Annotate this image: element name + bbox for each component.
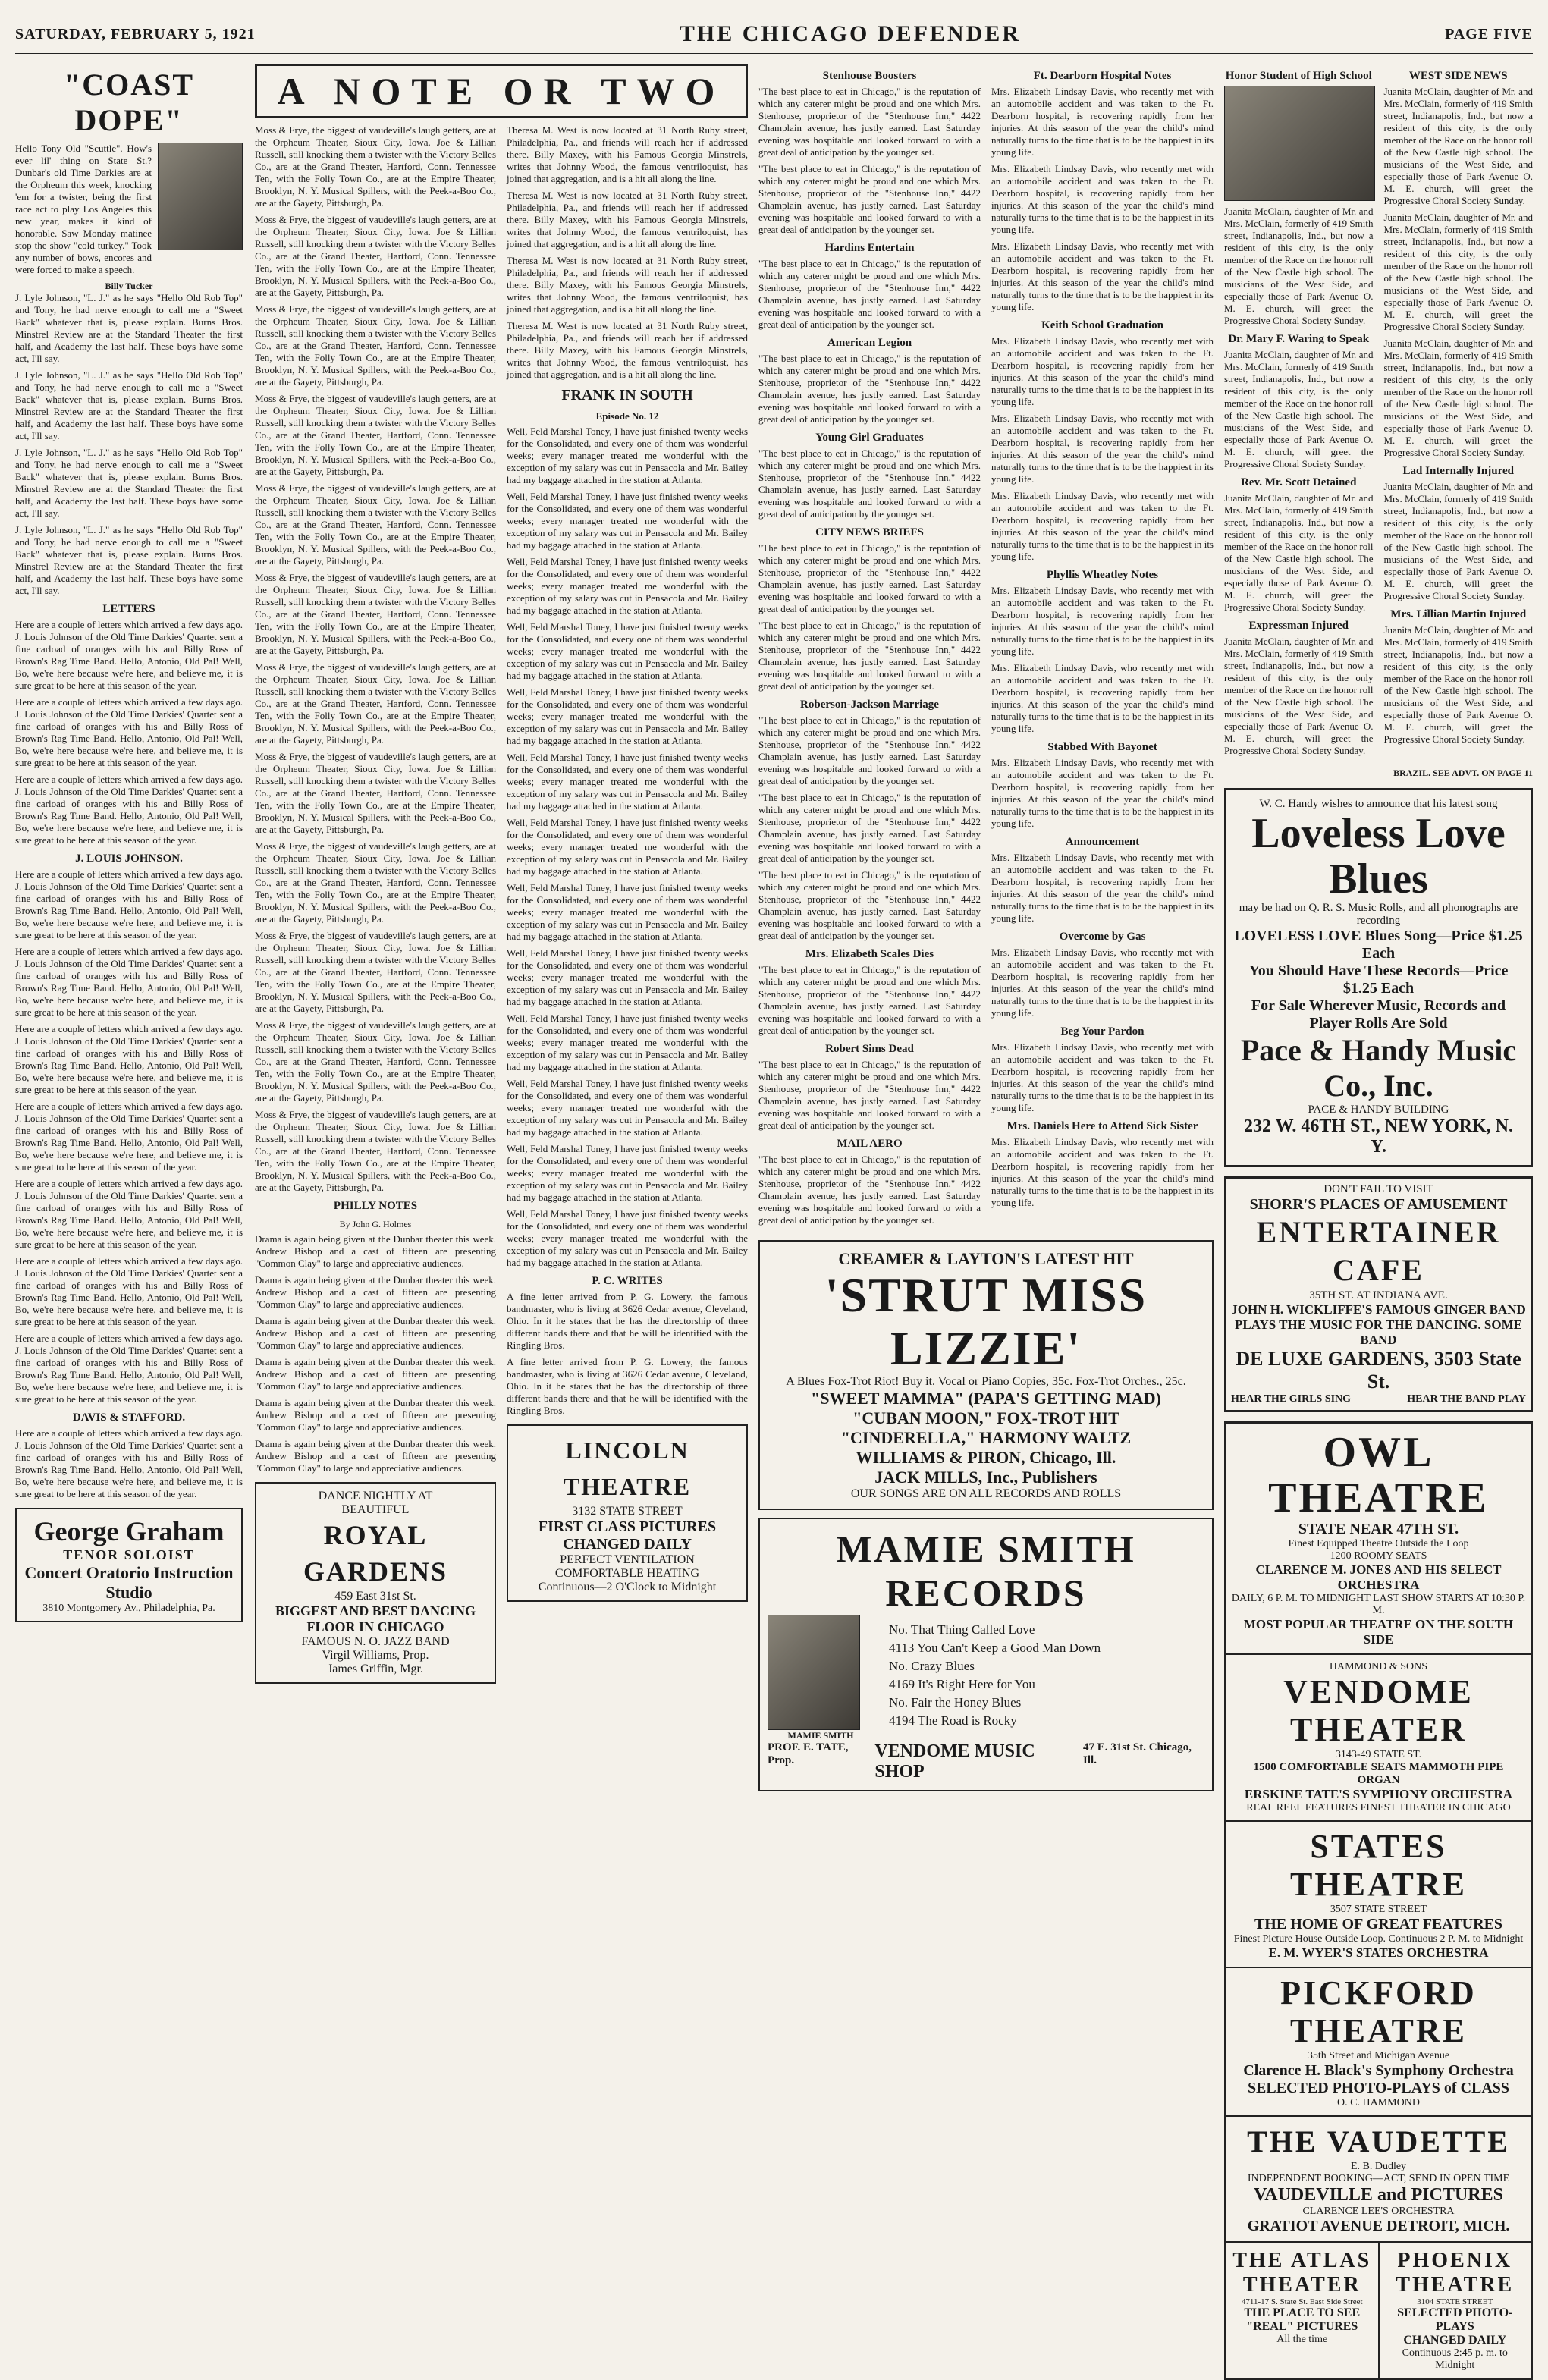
ad-line: may be had on Q. R. S. Music Rolls, and all phonographs are recording [1239,902,1518,927]
ad-address: 4711-17 S. State St. East Side Street [1241,2297,1363,2306]
ad-line: Concert Oratorio Instruction [24,1563,234,1582]
article-heading: Hardins Entertain [824,242,915,254]
frank-episode: Episode No. 12 [595,410,659,422]
article-heading: Mrs. Lillian Martin Injured [1390,608,1527,620]
ad-line: DAILY, 6 P. M. TO MIDNIGHT LAST SHOW STARTS AT 10:30 P. M. [1231,1593,1526,1616]
owl-theatre-ad [1226,1424,1531,1653]
philly-text: Drama is again being given at the Dunbar theater this week. Andrew Bishop and a cast of fifteen are presenting "Common Clay" to large and appreciative audiences. [255,1274,496,1310]
ad-line: Virgil Williams, Prop. [322,1649,429,1662]
ad-line: BIGGEST AND BEST DANCING FLOOR IN CHICAGO [275,1603,476,1634]
article-text: "The best place to eat in Chicago," is the reputation of which any caterer might be proud and one which Mrs. Stenhouse, proprietor of the "Stenhouse Inn," 4422 Champlain avenue, has justly earned. Last Saturday evening was hospitable and looked forward to with a great deal of anticipation by the younger set. [758,258,981,330]
billy-tucker-photo [158,143,243,250]
ad-line: VAUDEVILLE and PICTURES [1254,2185,1503,2205]
newspaper-title: THE CHICAGO DEFENDER [679,21,1021,46]
ad-line: CLARENCE M. JONES AND HIS SELECT ORCHESTRA [1255,1562,1502,1592]
ad-address: 3132 STATE STREET [572,1505,683,1518]
article-heading: Phyllis Wheatley Notes [1046,569,1159,581]
ad-line: James Griffin, Mgr. [328,1663,423,1675]
ad-line: "REAL" PICTURES [1246,2320,1358,2333]
ad-address: 35th Street and Michigan Avenue [1307,2050,1450,2061]
record-item: No. Crazy Blues [889,1659,975,1673]
ad-line: "SWEET MAMMA" (PAPA'S GETTING MAD) [811,1389,1161,1408]
ad-line: 1500 COMFORTABLE SEATS MAMMOTH PIPE ORGAN [1253,1761,1504,1786]
ad-address: 3143-49 STATE ST. [1335,1749,1422,1760]
letters-text: Here are a couple of letters which arrived a few days ago. J. Louis Johnson of the Old Time Darkies' Quartet sent a fine carload of oranges with his and Billy Ross of Brown's Rag Time Band. Hello, Antonio, Old Pal! Well, Bo, we're here because we're here, and believe me, it is sure great to be here at this season of the year. [15,1255,243,1327]
letters-text: Here are a couple of letters which arrived a few days ago. J. Louis Johnson of the Old Time Darkies' Quartet sent a fine carload of oranges with his and Billy Ross of Brown's Rag Time Band. Hello, Antonio, Old Pal! Well, Bo, we're here because we're here, and believe me, it is sure great to be here at this season of the year. [15,946,243,1018]
ad-line: BEAUTIFUL [341,1503,410,1516]
ad-line: HAMMOND & SONS [1329,1661,1428,1672]
article-heading: Overcome by Gas [1059,931,1146,943]
letters-text: Here are a couple of letters which arrived a few days ago. J. Louis Johnson of the Old Time Darkies' Quartet sent a fine carload of oranges with his and Billy Ross of Brown's Rag Time Band. Hello, Antonio, Old Pal! Well, Bo, we're here because we're here, and believe me, it is sure great to be here at this season of the year. [15,774,243,846]
ad-line: Studio [105,1583,152,1602]
ad-company: Pace & Handy Music Co., Inc. [1240,1033,1517,1103]
frank-text: Well, Feld Marshal Toney, I have just finished twenty weeks for the Consolidated, and every one of them was wonderful weeks; every manager treated me wonderful with the exception of my salary was cut in Pensacola and Mr. Bailey had my baggage attached in the station at Atlanta. [507,752,748,812]
article-text: Juanita McClain, daughter of Mr. and Mrs. McClain, formerly of 419 Smith street, Indianapolis, Ind., but now a resident of this city, is the only member of the Race on the honor roll of the New Castle high school. The musicians of the West Side, and especially those of Park Avenue O. M. E. church, will greet the Progressive Choral Society Sunday. [1224,636,1374,756]
issue-date: SATURDAY, FEBRUARY 5, 1921 [15,25,256,42]
ad-line: WILLIAMS & PIRON, Chicago, Ill. [856,1448,1116,1467]
george-graham-ad [15,1508,243,1622]
record-item: No. That Thing Called Love [889,1622,1035,1637]
article-heading: Dr. Mary F. Waring to Speak [1228,333,1370,345]
ad-address: 3507 STATE STREET [1330,1904,1427,1915]
record-item: 4169 It's Right Here for You [889,1677,1035,1691]
coast-dope-intro: Hello Tony Old "Scuttle". How's ever lil' thing on State St.? Dunbar's old Time Darkies are at the Orpheum this week, knocking 'em for a twister, being the first race act to play Los Angeles this new year, makes it kind of honorable. Saw Monday matinee stop the show "cold turkey." Took any number of bows, encores and were forced to make a speech. [15,143,152,275]
article-heading: Rev. Mr. Scott Detained [1241,476,1357,488]
article-heading: Mrs. Daniels Here to Attend Sick Sister [1006,1120,1198,1132]
article-heading: Stabbed With Bayonet [1047,741,1157,753]
note-text: Theresa M. West is now located at 31 North Ruby street, Philadelphia, Pa., and friends will reach her if addressed there. Billy Maxey, with his Famous Georgia Minstrels, writes that Johnny Wood, the famous ventriloquist, has joined that aggregation, and is a hit all along the line. [507,124,748,184]
ad-line: All the time [1276,2334,1328,2345]
ad-line: STATE NEAR 47TH ST. [1298,1521,1459,1537]
ad-line: E. B. Dudley [1350,2161,1407,2172]
article-heading: Ft. Dearborn Hospital Notes [1033,70,1172,82]
letters-text: Here are a couple of letters which arrived a few days ago. J. Louis Johnson of the Old Time Darkies' Quartet sent a fine carload of oranges with his and Billy Ross of Brown's Rag Time Band. Hello, Antonio, Old Pal! Well, Bo, we're here because we're here, and believe me, it is sure great to be here at this season of the year. [15,1427,243,1499]
article-text: "The best place to eat in Chicago," is the reputation of which any caterer might be proud and one which Mrs. Stenhouse, proprietor of the "Stenhouse Inn," 4422 Champlain avenue, has justly earned. Last Saturday evening was hospitable and looked forward to with a great deal of anticipation by the younger set. [758,792,981,864]
ad-title: PICKFORD THEATRE [1280,1974,1477,2049]
article-text: "The best place to eat in Chicago," is the reputation of which any caterer might be proud and one which Mrs. Stenhouse, proprietor of the "Stenhouse Inn," 4422 Champlain avenue, has justly earned. Last Saturday evening was hospitable and looked forward to with a great deal of anticipation by the younger set. [758,542,981,614]
strut-miss-lizzie-ad [758,1240,1214,1510]
lincoln-theatre-ad [507,1424,748,1602]
ad-line: 1200 ROOMY SEATS [1330,1550,1427,1562]
article-text: "The best place to eat in Chicago," is the reputation of which any caterer might be proud and one which Mrs. Stenhouse, proprietor of the "Stenhouse Inn," 4422 Champlain avenue, has justly earned. Last Saturday evening was hospitable and looked forward to with a great deal of anticipation by the younger set. [758,86,981,158]
juanita-mcclain-photo [1224,86,1375,201]
article-text: Juanita McClain, daughter of Mr. and Mrs. McClain, formerly of 419 Smith street, Indianapolis, Ind., but now a resident of this city, is the only member of the Race on the honor roll of the New Castle high school. The musicians of the West Side, and especially those of Park Avenue O. M. E. church, will greet the Progressive Choral Society Sunday. [1383,624,1533,745]
note-text: Moss & Frye, the biggest of vaudeville's laugh getters, are at the Orpheum Theater, Sioux City, Iowa. Joe & Lillian Russell, still knocking them a twister with the Victory Belles Co., are at the Grand Theater, Hartford, Conn. Tennessee Ten, with the Folly Town Co., are at the Empire Theater, Brooklyn, N. Y. Musical Spillers, with the Peek-a-Boo Co., are at the Gayety, Pittsburgh, Pa. [255,751,496,835]
article-text: Juanita McClain, daughter of Mr. and Mrs. McClain, formerly of 419 Smith street, Indianapolis, Ind., but now a resident of this city, is the only member of the Race on the honor roll of the New Castle high school. The musicians of the West Side, and especially those of Park Avenue O. M. E. church, will greet the Progressive Choral Society Sunday. [1224,349,1374,469]
ad-line: PLAYS THE MUSIC FOR THE DANCING. SOME BAND [1235,1317,1522,1347]
ad-name: George Graham [33,1516,225,1546]
ad-address: 232 W. 46TH ST., NEW YORK, N. Y. [1244,1116,1513,1157]
frank-text: Well, Feld Marshal Toney, I have just finished twenty weeks for the Consolidated, and every one of them was wonderful weeks; every manager treated me wonderful with the exception of my salary was cut in Pensacola and Mr. Bailey had my baggage attached in the station at Atlanta. [507,882,748,942]
mamie-smith-records-ad [758,1518,1214,1791]
phoenix-theatre-ad [1378,2243,1531,2378]
ad-line: OUR SONGS ARE ON ALL RECORDS AND ROLLS [850,1487,1122,1500]
letters-text: Here are a couple of letters which arrived a few days ago. J. Louis Johnson of the Old Time Darkies' Quartet sent a fine carload of oranges with his and Billy Ross of Brown's Rag Time Band. Hello, Antonio, Old Pal! Well, Bo, we're here because we're here, and believe me, it is sure great to be here at this season of the year. [15,1178,243,1250]
note-text: Moss & Frye, the biggest of vaudeville's laugh getters, are at the Orpheum Theater, Sioux City, Iowa. Joe & Lillian Russell, still knocking them a twister with the Victory Belles Co., are at the Grand Theater, Hartford, Conn. Tennessee Ten, with the Folly Town Co., are at the Empire Theater, Brooklyn, N. Y. Musical Spillers, with the Peek-a-Boo Co., are at the Gayety, Pittsburgh, Pa. [255,393,496,477]
record-list [889,1621,1101,1735]
shop-name: VENDOME MUSIC SHOP [874,1741,1035,1782]
vaudette-theatre-ad [1226,2115,1531,2241]
frank-text: Well, Feld Marshal Toney, I have just finished twenty weeks for the Consolidated, and every one of them was wonderful weeks; every manager treated me wonderful with the exception of my salary was cut in Pensacola and Mr. Bailey had my baggage attached in the station at Atlanta. [507,491,748,551]
ad-line: DE LUXE GARDENS, 3503 State St. [1236,1348,1521,1393]
letters-text: Here are a couple of letters which arrived a few days ago. J. Louis Johnson of the Old Time Darkies' Quartet sent a fine carload of oranges with his and Billy Ross of Brown's Rag Time Band. Hello, Antonio, Old Pal! Well, Bo, we're here because we're here, and believe me, it is sure great to be here at this season of the year. [15,1023,243,1095]
article-text: "The best place to eat in Chicago," is the reputation of which any caterer might be proud and one which Mrs. Stenhouse, proprietor of the "Stenhouse Inn," 4422 Champlain avenue, has justly earned. Last Saturday evening was hospitable and looked forward to with a great deal of anticipation by the younger set. [758,163,981,235]
article-text: "The best place to eat in Chicago," is the reputation of which any caterer might be proud and one which Mrs. Stenhouse, proprietor of the "Stenhouse Inn," 4422 Champlain avenue, has justly earned. Last Saturday evening was hospitable and looked forward to with a great deal of anticipation by the younger set. [758,964,981,1036]
ad-line: O. C. HAMMOND [1337,2097,1420,2108]
article-text: Mrs. Elizabeth Lindsay Davis, who recently met with an automobile accident and was taken to the Ft. Dearborn hospital, is recovering rapidly from her injuries. At this season of the year the child's mind naturally turns to the time that is to be the happiest in its young life. [991,240,1214,312]
ad-role: TENOR SOLOIST [63,1547,195,1562]
ad-line: CREAMER & LAYTON'S LATEST HIT [838,1249,1134,1268]
ad-line: LOVELESS LOVE Blues Song—Price $1.25 Each [1234,928,1523,962]
atlas-theater-ad [1226,2243,1378,2378]
side-right-column [1384,64,1534,761]
ad-line: INDEPENDENT BOOKING—ACT, SEND IN OPEN TIME [1247,2173,1510,2184]
ad-line: SHORR'S PLACES OF AMUSEMENT [1249,1196,1508,1213]
ad-title: PHOENIX THEATRE [1396,2249,1515,2297]
coast-dope-heading: "COAST DOPE" [63,68,195,137]
ad-title: THE ATLAS THEATER [1232,2249,1372,2297]
article-text: Juanita McClain, daughter of Mr. and Mrs. McClain, formerly of 419 Smith street, Indianapolis, Ind., but now a resident of this city, is the only member of the Race on the honor roll of the New Castle high school. The musicians of the West Side, and especially those of Park Avenue O. M. E. church, will greet the Progressive Choral Society Sunday. [1224,206,1374,326]
states-theatre-ad [1226,1820,1531,1967]
article-text: Juanita McClain, daughter of Mr. and Mrs. McClain, formerly of 419 Smith street, Indianapolis, Ind., but now a resident of this city, is the only member of the Race on the honor roll of the New Castle high school. The musicians of the West Side, and especially those of Park Avenue O. M. E. church, will greet the Progressive Choral Society Sunday. [1383,338,1533,458]
vendome-theater-ad [1226,1653,1531,1820]
article-text: "The best place to eat in Chicago," is the reputation of which any caterer might be proud and one which Mrs. Stenhouse, proprietor of the "Stenhouse Inn," 4422 Champlain avenue, has justly earned. Last Saturday evening was hospitable and looked forward to with a great deal of anticipation by the younger set. [758,620,981,692]
article-heading: Honor Student of High School [1225,70,1372,82]
article-text: Juanita McClain, daughter of Mr. and Mrs. McClain, formerly of 419 Smith street, Indianapolis, Ind., but now a resident of this city, is the only member of the Race on the honor roll of the New Castle high school. The musicians of the West Side, and especially those of Park Avenue O. M. E. church, will greet the Progressive Choral Society Sunday. [1383,481,1533,601]
ad-line: THE HOME OF GREAT FEATURES [1254,1916,1503,1933]
note-text: Theresa M. West is now located at 31 North Ruby street, Philadelphia, Pa., and friends will reach her if addressed there. Billy Maxey, with his Famous Georgia Minstrels, writes that Johnny Wood, the famous ventriloquist, has joined that aggregation, and is a hit all along the line. [507,255,748,315]
article-heading: Young Girl Graduates [815,432,924,444]
photo-caption: Billy Tucker [105,281,153,291]
article-heading: MAIL AERO [837,1138,903,1150]
philly-text: Drama is again being given at the Dunbar theater this week. Andrew Bishop and a cast of fifteen are presenting "Common Clay" to large and appreciative audiences. [255,1315,496,1351]
frank-text: Well, Feld Marshal Toney, I have just finished twenty weeks for the Consolidated, and every one of them was wonderful weeks; every manager treated me wonderful with the exception of my salary was cut in Pensacola and Mr. Bailey had my baggage attached in the station at Atlanta. [507,556,748,616]
ad-address: 3104 STATE STREET [1417,2297,1493,2306]
shorr-amusement-ad [1224,1176,1533,1412]
ad-line: You Should Have These Records—Price $1.25 Each [1248,962,1509,997]
shop-owner: PROF. E. TATE, Prop. [768,1741,849,1766]
ad-title: Loveless Love Blues [1251,810,1506,903]
ad-line: PERFECT VENTILATION [560,1553,695,1566]
article-heading: WEST SIDE NEWS [1408,70,1508,82]
article-text: Juanita McClain, daughter of Mr. and Mrs. McClain, formerly of 419 Smith street, Indianapolis, Ind., but now a resident of this city, is the only member of the Race on the honor roll of the New Castle high school. The musicians of the West Side, and especially those of Park Avenue O. M. E. church, will greet the Progressive Choral Society Sunday. [1383,86,1533,206]
ad-line: HEAR THE GIRLS SING [1231,1393,1352,1405]
ad-line: For Sale Wherever Music, Records and Player Rolls Are Sold [1251,997,1506,1031]
note-text: Moss & Frye, the biggest of vaudeville's laugh getters, are at the Orpheum Theater, Sioux City, Iowa. Joe & Lillian Russell, still knocking them a twister with the Victory Belles Co., are at the Grand Theater, Hartford, Conn. Tennessee Ten, with the Folly Town Co., are at the Empire Theater, Brooklyn, N. Y. Musical Spillers, with the Peek-a-Boo Co., are at the Gayety, Pittsburgh, Pa. [255,930,496,1014]
record-item: 4194 The Road is Rocky [889,1713,1017,1728]
note-text: Moss & Frye, the biggest of vaudeville's laugh getters, are at the Orpheum Theater, Sioux City, Iowa. Joe & Lillian Russell, still knocking them a twister with the Victory Belles Co., are at the Grand Theater, Hartford, Conn. Tennessee Ten, with the Folly Town Co., are at the Empire Theater, Brooklyn, N. Y. Musical Spillers, with the Peek-a-Boo Co., are at the Gayety, Pittsburgh, Pa. [255,1109,496,1193]
article-heading: Mrs. Elizabeth Scales Dies [805,948,934,960]
article-text: "The best place to eat in Chicago," is the reputation of which any caterer might be proud and one which Mrs. Stenhouse, proprietor of the "Stenhouse Inn," 4422 Champlain avenue, has justly earned. Last Saturday evening was hospitable and looked forward to with a great deal of anticipation by the younger set. [758,714,981,787]
ad-title: THE VAUDETTE [1247,2124,1510,2159]
frank-text: Well, Feld Marshal Toney, I have just finished twenty weeks for the Consolidated, and every one of them was wonderful weeks; every manager treated me wonderful with the exception of my salary was cut in Pensacola and Mr. Bailey had my baggage attached in the station at Atlanta. [507,621,748,681]
frank-text: Well, Feld Marshal Toney, I have just finished twenty weeks for the Consolidated, and every one of them was wonderful weeks; every manager treated me wonderful with the exception of my salary was cut in Pensacola and Mr. Bailey had my baggage attached in the station at Atlanta. [507,425,748,485]
mamie-smith-photo [768,1615,860,1730]
article-heading: Robert Sims Dead [825,1043,914,1055]
ad-line: 35TH ST. AT INDIANA AVE. [1309,1289,1448,1301]
ad-title: STATES THEATRE [1290,1828,1467,1903]
article-heading: Keith School Graduation [1041,319,1163,331]
newspaper-page [15,15,1533,2371]
ad-line: "CINDERELLA," HARMONY WALTZ [840,1428,1132,1447]
ad-line: GRATIOT AVENUE DETROIT, MICH. [1247,2218,1510,2234]
ad-line: CLARENCE LEE'S ORCHESTRA [1302,2206,1455,2217]
article-heading: Expressman Injured [1248,620,1349,632]
pc-writes-text: A fine letter arrived from P. G. Lowery, the famous bandmaster, who is living at 3626 Cedar avenue, Cleveland, Ohio. In it he states that he has the directorship of three different bands there and that he will be identified with the Ringling Bros. [507,1291,748,1351]
ad-line: FIRST CLASS PICTURES [538,1518,717,1535]
article-text: Mrs. Elizabeth Lindsay Davis, who recently met with an automobile accident and was taken to the Ft. Dearborn hospital, is recovering rapidly from her injuries. At this season of the year the child's mind naturally turns to the time that is to be the happiest in its young life. [991,662,1214,734]
note-text: Moss & Frye, the biggest of vaudeville's laugh getters, are at the Orpheum Theater, Sioux City, Iowa. Joe & Lillian Russell, still knocking them a twister with the Victory Belles Co., are at the Grand Theater, Hartford, Conn. Tennessee Ten, with the Folly Town Co., are at the Empire Theater, Brooklyn, N. Y. Musical Spillers, with the Peek-a-Boo Co., are at the Gayety, Pittsburgh, Pa. [255,572,496,656]
ad-line: Clarence H. Black's Symphony Orchestra [1243,2062,1514,2079]
note-text: Moss & Frye, the biggest of vaudeville's laugh getters, are at the Orpheum Theater, Sioux City, Iowa. Joe & Lillian Russell, still knocking them a twister with the Victory Belles Co., are at the Grand Theater, Hartford, Conn. Tennessee Ten, with the Folly Town Co., are at the Empire Theater, Brooklyn, N. Y. Musical Spillers, with the Peek-a-Boo Co., are at the Gayety, Pittsburgh, Pa. [255,661,496,746]
ad-line: W. C. Handy wishes to announce that his latest song [1259,798,1498,810]
ad-title: ROYAL GARDENS [303,1520,448,1587]
ad-line: A Blues Fox-Trot Riot! Buy it. Vocal or Piano Copies, 35c. Fox-Trot Orches., 25c. [786,1375,1186,1388]
ad-line: ERSKINE TATE'S SYMPHONY ORCHESTRA [1244,1787,1513,1801]
brazil-notice: BRAZIL. SEE ADVT. ON PAGE 11 [1393,768,1533,778]
ad-title: LINCOLN THEATRE [563,1436,692,1500]
article-text: "The best place to eat in Chicago," is the reputation of which any caterer might be proud and one which Mrs. Stenhouse, proprietor of the "Stenhouse Inn," 4422 Champlain avenue, has justly earned. Last Saturday evening was hospitable and looked forward to with a great deal of anticipation by the younger set. [758,1059,981,1131]
philly-text: Drama is again being given at the Dunbar theater this week. Andrew Bishop and a cast of fifteen are presenting "Common Clay" to large and appreciative audiences. [255,1438,496,1474]
philly-text: Drama is again being given at the Dunbar theater this week. Andrew Bishop and a cast of fifteen are presenting "Common Clay" to large and appreciative audiences. [255,1397,496,1433]
frank-in-south-heading: FRANK IN SOUTH [561,387,693,403]
ad-title: MAMIE SMITH RECORDS [836,1528,1136,1614]
letter-signature: DAVIS & STAFFORD. [72,1411,186,1424]
ad-line: MOST POPULAR THEATRE ON THE SOUTH SIDE [1243,1617,1514,1647]
side-left-column [1224,64,1374,761]
note-text: Moss & Frye, the biggest of vaudeville's laugh getters, are at the Orpheum Theater, Sioux City, Iowa. Joe & Lillian Russell, still knocking them a twister with the Victory Belles Co., are at the Grand Theater, Hartford, Conn. Tennessee Ten, with the Folly Town Co., are at the Empire Theater, Brooklyn, N. Y. Musical Spillers, with the Peek-a-Boo Co., are at the Gayety, Pittsburgh, Pa. [255,1019,496,1104]
article-heading: CITY NEWS BRIEFS [815,526,924,538]
note-text: Moss & Frye, the biggest of vaudeville's laugh getters, are at the Orpheum Theater, Sioux City, Iowa. Joe & Lillian Russell, still knocking them a twister with the Victory Belles Co., are at the Grand Theater, Hartford, Conn. Tennessee Ten, with the Folly Town Co., are at the Empire Theater, Brooklyn, N. Y. Musical Spillers, with the Peek-a-Boo Co., are at the Gayety, Pittsburgh, Pa. [255,303,496,388]
letters-text: Here are a couple of letters which arrived a few days ago. J. Louis Johnson of the Old Time Darkies' Quartet sent a fine carload of oranges with his and Billy Ross of Brown's Rag Time Band. Hello, Antonio, Old Pal! Well, Bo, we're here because we're here, and believe me, it is sure great to be here at this season of the year. [15,868,243,940]
article-heading: Announcement [1065,836,1140,848]
philly-notes-heading: PHILLY NOTES [333,1200,418,1212]
column-coast-dope [15,64,243,2081]
article-heading: Stenhouse Boosters [822,70,917,82]
column-note-or-two [255,64,748,2081]
ad-title: ENTERTAINER CAFE [1256,1215,1501,1287]
article-text: Mrs. Elizabeth Lindsay Davis, who recently met with an automobile accident and was taken to the Ft. Dearborn hospital, is recovering rapidly from her injuries. At this season of the year the child's mind naturally turns to the time that is to be the happiest in its young life. [991,86,1214,158]
article-text: Mrs. Elizabeth Lindsay Davis, who recently met with an automobile accident and was taken to the Ft. Dearborn hospital, is recovering rapidly from her injuries. At this season of the year the child's mind naturally turns to the time that is to be the happiest in its young life. [991,1136,1214,1208]
article-text: Mrs. Elizabeth Lindsay Davis, who recently met with an automobile accident and was taken to the Ft. Dearborn hospital, is recovering rapidly from her injuries. At this season of the year the child's mind naturally turns to the time that is to be the happiest in its young life. [991,163,1214,235]
record-item: 4113 You Can't Keep a Good Man Down [889,1641,1101,1655]
ad-line: FAMOUS N. O. JAZZ BAND [301,1635,450,1648]
news-right-column [991,64,1214,1231]
frank-text: Well, Feld Marshal Toney, I have just finished twenty weeks for the Consolidated, and every one of them was wonderful weeks; every manager treated me wonderful with the exception of my salary was cut in Pensacola and Mr. Bailey had my baggage attached in the station at Atlanta. [507,1208,748,1268]
column-news-briefs [758,64,1214,2081]
article-heading: Roberson-Jackson Marriage [800,699,939,711]
ad-line: COMFORTABLE HEATING [554,1567,700,1580]
photo-caption: MAMIE SMITH [787,1730,854,1741]
news-left-column [758,64,981,1231]
note-text: Moss & Frye, the biggest of vaudeville's laugh getters, are at the Orpheum Theater, Sioux City, Iowa. Joe & Lillian Russell, still knocking them a twister with the Victory Belles Co., are at the Grand Theater, Hartford, Conn. Tennessee Ten, with the Folly Town Co., are at the Empire Theater, Brooklyn, N. Y. Musical Spillers, with the Peek-a-Boo Co., are at the Gayety, Pittsburgh, Pa. [255,840,496,925]
ad-line: SELECTED PHOTO-PLAYS [1397,2306,1513,2333]
column-ads [1224,64,1533,2371]
ad-title: VENDOME THEATER [1283,1673,1474,1748]
article-text: Mrs. Elizabeth Lindsay Davis, who recently met with an automobile accident and was taken to the Ft. Dearborn hospital, is recovering rapidly from her injuries. At this season of the year the child's mind naturally turns to the time that is to be the happiest in its young life. [991,852,1214,924]
ad-line: THE PLACE TO SEE [1244,2306,1361,2319]
article-text: "The best place to eat in Chicago," is the reputation of which any caterer might be proud and one which Mrs. Stenhouse, proprietor of the "Stenhouse Inn," 4422 Champlain avenue, has justly earned. Last Saturday evening was hospitable and looked forward to with a great deal of anticipation by the younger set. [758,447,981,520]
frank-text: Well, Feld Marshal Toney, I have just finished twenty weeks for the Consolidated, and every one of them was wonderful weeks; every manager treated me wonderful with the exception of my salary was cut in Pensacola and Mr. Bailey had my baggage attached in the station at Atlanta. [507,817,748,877]
letters-heading: LETTERS [102,603,155,615]
letters-text: Here are a couple of letters which arrived a few days ago. J. Louis Johnson of the Old Time Darkies' Quartet sent a fine carload of oranges with his and Billy Ross of Brown's Rag Time Band. Hello, Antonio, Old Pal! Well, Bo, we're here because we're here, and believe me, it is sure great to be here at this season of the year. [15,1101,243,1173]
letters-text: Here are a couple of letters which arrived a few days ago. J. Louis Johnson of the Old Time Darkies' Quartet sent a fine carload of oranges with his and Billy Ross of Brown's Rag Time Band. Hello, Antonio, Old Pal! Well, Bo, we're here because we're here, and believe me, it is sure great to be here at this season of the year. [15,696,243,768]
ad-line: PACE & HANDY BUILDING [1308,1104,1449,1116]
philly-notes-byline: By John G. Holmes [339,1219,412,1229]
article-text: Mrs. Elizabeth Lindsay Davis, who recently met with an automobile accident and was taken to the Ft. Dearborn hospital, is recovering rapidly from her injuries. At this season of the year the child's mind naturally turns to the time that is to be the happiest in its young life. [991,757,1214,829]
masthead [15,15,1533,55]
note-text: Moss & Frye, the biggest of vaudeville's laugh getters, are at the Orpheum Theater, Sioux City, Iowa. Joe & Lillian Russell, still knocking them a twister with the Victory Belles Co., are at the Grand Theater, Hartford, Conn. Tennessee Ten, with the Folly Town Co., are at the Empire Theater, Brooklyn, N. Y. Musical Spillers, with the Peek-a-Boo Co., are at the Gayety, Pittsburgh, Pa. [255,124,496,209]
article-text: Mrs. Elizabeth Lindsay Davis, who recently met with an automobile accident and was taken to the Ft. Dearborn hospital, is recovering rapidly from her injuries. At this season of the year the child's mind naturally turns to the time that is to be the happiest in its young life. [991,1041,1214,1113]
shop-address: 47 E. 31st St. Chicago, Ill. [1083,1741,1192,1766]
pickford-theatre-ad [1226,1967,1531,2115]
note-or-two-banner: A NOTE OR TWO [255,64,748,118]
frank-text: Well, Feld Marshal Toney, I have just finished twenty weeks for the Consolidated, and every one of them was wonderful weeks; every manager treated me wonderful with the exception of my salary was cut in Pensacola and Mr. Bailey had my baggage attached in the station at Atlanta. [507,1013,748,1072]
ad-line: Continuous 2:45 p. m. to Midnight [1402,2347,1508,2371]
royal-gardens-ad [255,1482,496,1684]
philly-text: Drama is again being given at the Dunbar theater this week. Andrew Bishop and a cast of fifteen are presenting "Common Clay" to large and appreciative audiences. [255,1233,496,1269]
coast-dope-body: J. Lyle Johnson, "L. J." as he says "Hello Old Rob Top" and Tony, he had nerve enough to call me a "Sweet Back" whatever that is, please explain. Burns Bros. Minstrel Review are at the Standard Theater the first half, and Academy the last half. These boys have some act, I'll say. [15,447,243,519]
frank-text: Well, Feld Marshal Toney, I have just finished twenty weeks for the Consolidated, and every one of them was wonderful weeks; every manager treated me wonderful with the exception of my salary was cut in Pensacola and Mr. Bailey had my baggage attached in the station at Atlanta. [507,947,748,1007]
note-text: Moss & Frye, the biggest of vaudeville's laugh getters, are at the Orpheum Theater, Sioux City, Iowa. Joe & Lillian Russell, still knocking them a twister with the Victory Belles Co., are at the Grand Theater, Hartford, Conn. Tennessee Ten, with the Folly Town Co., are at the Empire Theater, Brooklyn, N. Y. Musical Spillers, with the Peek-a-Boo Co., are at the Gayety, Pittsburgh, Pa. [255,482,496,567]
coast-dope-body: J. Lyle Johnson, "L. J." as he says "Hello Old Rob Top" and Tony, he had nerve enough to call me a "Sweet Back" whatever that is, please explain. Burns Bros. Minstrel Review are at the Standard Theater the first half, and Academy the last half. These boys have some act, I'll say. [15,292,243,364]
ad-line: JACK MILLS, Inc., Publishers [874,1468,1097,1487]
atlas-phoenix-ads [1226,2241,1531,2378]
ad-line: REAL REEL FEATURES FINEST THEATER IN CHICAGO [1246,1802,1511,1813]
loveless-love-blues-ad [1224,788,1533,1167]
ad-line: CHANGED DAILY [563,1536,692,1553]
article-text: Mrs. Elizabeth Lindsay Davis, who recently met with an automobile accident and was taken to the Ft. Dearborn hospital, is recovering rapidly from her injuries. At this season of the year the child's mind naturally turns to the time that is to be the happiest in its young life. [991,413,1214,485]
ad-line: DANCE NIGHTLY AT [318,1490,433,1502]
note-right-column [507,124,748,1684]
letters-text: Here are a couple of letters which arrived a few days ago. J. Louis Johnson of the Old Time Darkies' Quartet sent a fine carload of oranges with his and Billy Ross of Brown's Rag Time Band. Hello, Antonio, Old Pal! Well, Bo, we're here because we're here, and believe me, it is sure great to be here at this season of the year. [15,1333,243,1405]
ad-line: HEAR THE BAND PLAY [1407,1393,1526,1405]
ad-line: Finest Picture House Outside Loop. Continuous 2 P. M. to Midnight [1233,1933,1524,1945]
note-text: Theresa M. West is now located at 31 North Ruby street, Philadelphia, Pa., and friends will reach her if addressed there. Billy Maxey, with his Famous Georgia Minstrels, writes that Johnny Wood, the famous ventriloquist, has joined that aggregation, and is a hit all along the line. [507,320,748,380]
theatre-listings [1224,1421,1533,2380]
ad-title: 'STRUT MISS LIZZIE' [824,1268,1148,1375]
ad-line: E. M. WYER'S STATES ORCHESTRA [1268,1945,1489,1960]
ad-line: Finest Equipped Theatre Outside the Loop [1288,1538,1469,1550]
frank-text: Well, Feld Marshal Toney, I have just finished twenty weeks for the Consolidated, and every one of them was wonderful weeks; every manager treated me wonderful with the exception of my salary was cut in Pensacola and Mr. Bailey had my baggage attached in the station at Atlanta. [507,1143,748,1203]
record-item: No. Fair the Honey Blues [889,1695,1022,1710]
frank-text: Well, Feld Marshal Toney, I have just finished twenty weeks for the Consolidated, and every one of them was wonderful weeks; every manager treated me wonderful with the exception of my salary was cut in Pensacola and Mr. Bailey had my baggage attached in the station at Atlanta. [507,686,748,746]
ad-line: JOHN H. WICKLIFFE'S FAMOUS GINGER BAND [1231,1302,1526,1317]
article-text: Juanita McClain, daughter of Mr. and Mrs. McClain, formerly of 419 Smith street, Indianapolis, Ind., but now a resident of this city, is the only member of the Race on the honor roll of the New Castle high school. The musicians of the West Side, and especially those of Park Avenue O. M. E. church, will greet the Progressive Choral Society Sunday. [1224,492,1374,613]
article-text: "The best place to eat in Chicago," is the reputation of which any caterer might be proud and one which Mrs. Stenhouse, proprietor of the "Stenhouse Inn," 4422 Champlain avenue, has justly earned. Last Saturday evening was hospitable and looked forward to with a great deal of anticipation by the younger set. [758,1154,981,1226]
note-text: Moss & Frye, the biggest of vaudeville's laugh getters, are at the Orpheum Theater, Sioux City, Iowa. Joe & Lillian Russell, still knocking them a twister with the Victory Belles Co., are at the Grand Theater, Hartford, Conn. Tennessee Ten, with the Folly Town Co., are at the Empire Theater, Brooklyn, N. Y. Musical Spillers, with the Peek-a-Boo Co., are at the Gayety, Pittsburgh, Pa. [255,214,496,298]
article-text: Juanita McClain, daughter of Mr. and Mrs. McClain, formerly of 419 Smith street, Indianapolis, Ind., but now a resident of this city, is the only member of the Race on the honor roll of the New Castle high school. The musicians of the West Side, and especially those of Park Avenue O. M. E. church, will greet the Progressive Choral Society Sunday. [1383,212,1533,332]
article-text: Mrs. Elizabeth Lindsay Davis, who recently met with an automobile accident and was taken to the Ft. Dearborn hospital, is recovering rapidly from her injuries. At this season of the year the child's mind naturally turns to the time that is to be the happiest in its young life. [991,490,1214,562]
philly-text: Drama is again being given at the Dunbar theater this week. Andrew Bishop and a cast of fifteen are presenting "Common Clay" to large and appreciative audiences. [255,1356,496,1392]
ad-address: 3810 Montgomery Av., Philadelphia, Pa. [42,1603,215,1614]
pc-writes-text: A fine letter arrived from P. G. Lowery, the famous bandmaster, who is living at 3626 Cedar avenue, Cleveland, Ohio. In it he states that he has the directorship of three different bands there and that he will be identified with the Ringling Bros. [507,1356,748,1416]
pc-writes-heading: P. C. WRITES [592,1275,663,1287]
note-text: Theresa M. West is now located at 31 North Ruby street, Philadelphia, Pa., and friends will reach her if addressed there. Billy Maxey, with his Famous Georgia Minstrels, writes that Johnny Wood, the famous ventriloquist, has joined that aggregation, and is a hit all along the line. [507,190,748,250]
article-text: Mrs. Elizabeth Lindsay Davis, who recently met with an automobile accident and was taken to the Ft. Dearborn hospital, is recovering rapidly from her injuries. At this season of the year the child's mind naturally turns to the time that is to be the happiest in its young life. [991,335,1214,407]
ad-line: "CUBAN MOON," FOX-TROT HIT [852,1408,1119,1427]
article-text: "The best place to eat in Chicago," is the reputation of which any caterer might be proud and one which Mrs. Stenhouse, proprietor of the "Stenhouse Inn," 4422 Champlain avenue, has justly earned. Last Saturday evening was hospitable and looked forward to with a great deal of anticipation by the younger set. [758,353,981,425]
note-left-column [255,124,496,1684]
ad-line: DON'T FAIL TO VISIT [1323,1183,1433,1195]
article-text: "The best place to eat in Chicago," is the reputation of which any caterer might be proud and one which Mrs. Stenhouse, proprietor of the "Stenhouse Inn," 4422 Champlain avenue, has justly earned. Last Saturday evening was hospitable and looked forward to with a great deal of anticipation by the younger set. [758,869,981,941]
letter-signature: J. LOUIS JOHNSON. [75,852,183,865]
ad-line: SELECTED PHOTO-PLAYS of CLASS [1247,2080,1510,2096]
coast-dope-body: J. Lyle Johnson, "L. J." as he says "Hello Old Rob Top" and Tony, he had nerve enough to call me a "Sweet Back" whatever that is, please explain. Burns Bros. Minstrel Review are at the Standard Theater the first half, and Academy the last half. These boys have some act, I'll say. [15,524,243,596]
ad-line: Continuous—2 O'Clock to Midnight [538,1581,717,1593]
article-heading: Lad Internally Injured [1402,465,1514,477]
article-heading: Beg Your Pardon [1060,1025,1145,1038]
coast-dope-body: J. Lyle Johnson, "L. J." as he says "Hello Old Rob Top" and Tony, he had nerve enough to call me a "Sweet Back" whatever that is, please explain. Burns Bros. Minstrel Review are at the Standard Theater the first half, and Academy the last half. These boys have some act, I'll say. [15,369,243,441]
letters-text: Here are a couple of letters which arrived a few days ago. J. Louis Johnson of the Old Time Darkies' Quartet sent a fine carload of oranges with his and Billy Ross of Brown's Rag Time Band. Hello, Antonio, Old Pal! Well, Bo, we're here because we're here, and believe me, it is sure great to be here at this season of the year. [15,619,243,691]
article-heading: American Legion [827,337,912,349]
ad-line: CHANGED DAILY [1403,2334,1507,2347]
page-number: PAGE FIVE [1445,25,1533,42]
frank-text: Well, Feld Marshal Toney, I have just finished twenty weeks for the Consolidated, and every one of them was wonderful weeks; every manager treated me wonderful with the exception of my salary was cut in Pensacola and Mr. Bailey had my baggage attached in the station at Atlanta. [507,1078,748,1138]
article-text: Mrs. Elizabeth Lindsay Davis, who recently met with an automobile accident and was taken to the Ft. Dearborn hospital, is recovering rapidly from her injuries. At this season of the year the child's mind naturally turns to the time that is to be the happiest in its young life. [991,947,1214,1019]
article-text: Mrs. Elizabeth Lindsay Davis, who recently met with an automobile accident and was taken to the Ft. Dearborn hospital, is recovering rapidly from her injuries. At this season of the year the child's mind naturally turns to the time that is to be the happiest in its young life. [991,585,1214,657]
ad-address: 459 East 31st St. [334,1590,416,1603]
ad-title: OWL THEATRE [1268,1429,1489,1521]
